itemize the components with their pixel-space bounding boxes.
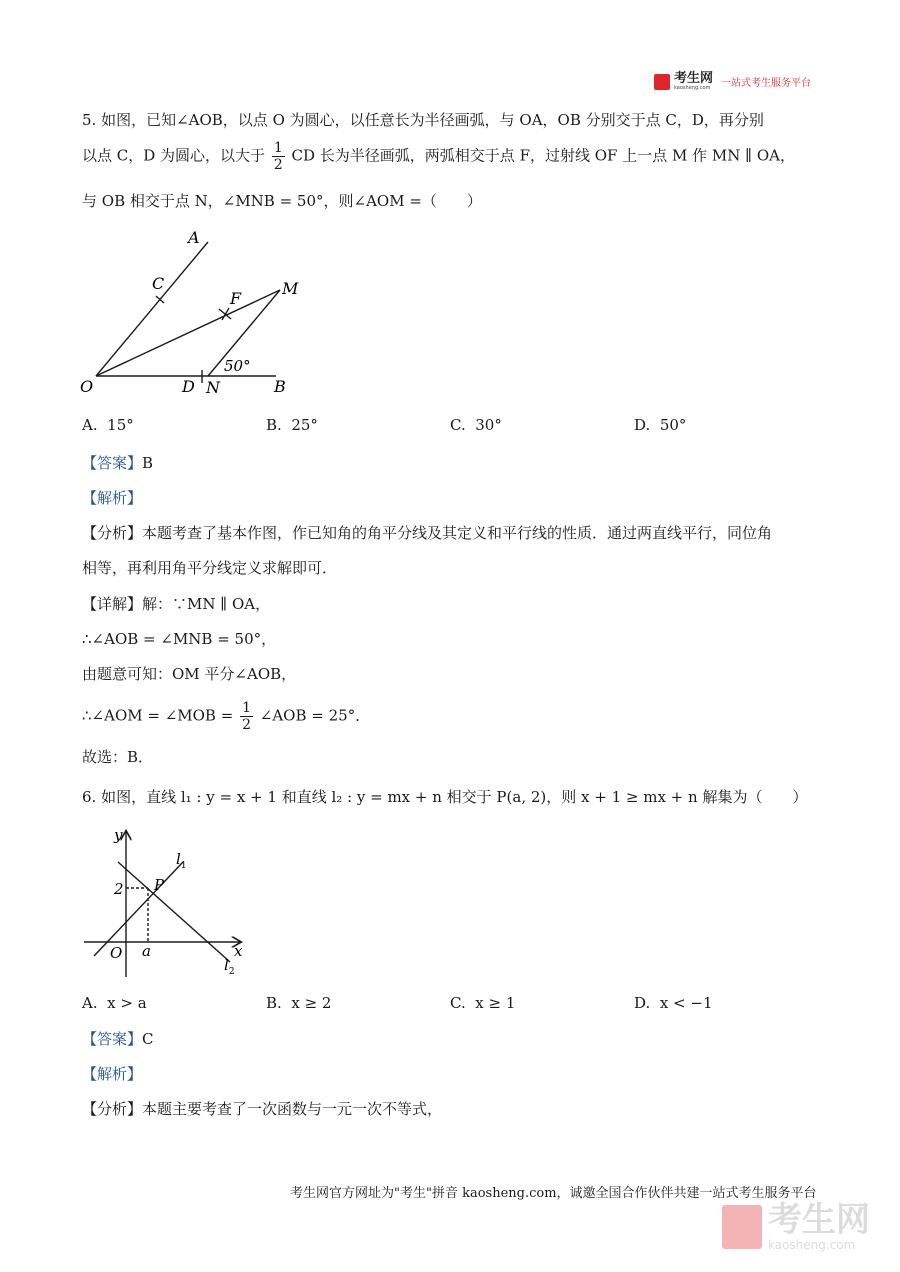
q5-stem-line1: 5. 如图，已知∠AOB，以点 O 为圆心，以任意长为半径画弧，与 OA，OB 分别交于点 C，D，再分别 bbox=[82, 111, 764, 129]
q5-stem-line2-post: CD 长为半径画弧，两弧相交于点 F，过射线 OF 上一点 M 作 MN ∥ OA， bbox=[291, 146, 795, 165]
q5-answer: 【答案】B bbox=[82, 454, 154, 472]
q5-option-a: A. 15° bbox=[82, 416, 134, 434]
label-a: a bbox=[142, 942, 151, 960]
footer-watermark bbox=[722, 1202, 870, 1252]
q5-fraction bbox=[272, 140, 285, 173]
label-C: C bbox=[152, 274, 165, 293]
q5-stem-line3: 与 OB 相交于点 N，∠MNB = 50°，则∠AOM =（ ） bbox=[82, 192, 482, 210]
label-B: B bbox=[274, 377, 286, 396]
q5-option-d: D. 50° bbox=[634, 416, 687, 434]
brand-block bbox=[674, 72, 713, 91]
brand-slogan: 一站式考生服务平台 bbox=[721, 78, 812, 89]
label-P: P bbox=[154, 876, 165, 894]
ray-OM bbox=[96, 290, 280, 376]
q6-analysis-heading: 【解析】 bbox=[82, 1065, 143, 1083]
q5-stem-line2-pre: 以点 C，D 为圆心，以大于 bbox=[82, 146, 266, 165]
label-origin: O bbox=[110, 944, 123, 962]
q6-option-c: C. x ≥ 1 bbox=[450, 994, 516, 1012]
q5-stem-line2 bbox=[82, 140, 795, 173]
label-l1: $l_1$ bbox=[176, 850, 187, 871]
q5-analysis-heading: 【解析】 bbox=[82, 489, 143, 507]
label-angle-50: 50° bbox=[224, 357, 251, 375]
brand-domain: kaosheng.com bbox=[674, 85, 711, 91]
ray-OA bbox=[96, 242, 208, 376]
q5-detail-fraction: $\frac{1}{2}$ bbox=[242, 700, 251, 733]
brand-name: 考生网 bbox=[674, 71, 714, 86]
q5-option-c: C. 30° bbox=[450, 416, 502, 434]
q6-figure bbox=[78, 822, 258, 982]
q6-answer: 【答案】C bbox=[82, 1030, 154, 1048]
q5-choose: 故选：B． bbox=[82, 748, 154, 766]
q5-detail-line4: ∴∠AOM = ∠MOB = $\frac{1}{2}$ ∠AOB = 25°． bbox=[82, 700, 371, 733]
label-O: O bbox=[80, 377, 94, 396]
q5-figure bbox=[76, 226, 316, 401]
watermark-text: 考生网 bbox=[768, 1200, 870, 1240]
watermark-logo-icon bbox=[722, 1205, 762, 1249]
label-N: N bbox=[206, 378, 220, 397]
watermark-domain: kaosheng.com bbox=[768, 1238, 856, 1252]
label-D: D bbox=[182, 377, 195, 396]
q5-option-b: B. 25° bbox=[266, 416, 318, 434]
label-y: y bbox=[114, 826, 123, 844]
label-2: 2 bbox=[114, 880, 124, 898]
q5-detail-line2: ∴∠AOB = ∠MNB = 50°， bbox=[82, 630, 277, 648]
q5-detail-line1: 【详解】解：∵MN ∥ OA， bbox=[82, 595, 271, 613]
brand-logo-icon bbox=[654, 74, 670, 90]
q6-option-b: B. x ≥ 2 bbox=[266, 994, 332, 1012]
q5-fenxi-line1: 【分析】本题考查了基本作图，作已知角的角平分线及其定义和平行线的性质．通过两直线平行，同位角 bbox=[82, 524, 773, 542]
footer-text: 考生网官方网址为"考生"拼音 kaosheng.com，诚邀全国合作伙伴共建一站式考生服务平台 bbox=[290, 1186, 817, 1201]
q6-option-d: D. x < −1 bbox=[634, 994, 713, 1012]
q5-fenxi-line2: 相等，再利用角平分线定义求解即可． bbox=[82, 559, 338, 577]
q5-fraction-den: 2 bbox=[273, 157, 283, 173]
label-F: F bbox=[230, 289, 242, 308]
q5-fraction-num: 1 bbox=[273, 140, 283, 156]
q6-stem: 6. 如图，直线 l₁ : y = x + 1 和直线 l₂ : y = mx + n 相交于 P(a, 2)，则 x + 1 ≥ mx + n 解集为（ ） bbox=[82, 788, 808, 806]
label-M: M bbox=[282, 279, 299, 298]
q5-detail-line3: 由题意可知：OM 平分∠AOB， bbox=[82, 665, 297, 683]
label-l2: $l_2$ bbox=[224, 956, 235, 977]
label-A: A bbox=[188, 228, 200, 247]
q6-fenxi-line1: 【分析】本题主要考查了一次函数与一元一次不等式， bbox=[82, 1100, 443, 1118]
label-x: x bbox=[234, 942, 243, 960]
q6-option-a: A. x > a bbox=[82, 994, 147, 1012]
header-brand bbox=[654, 72, 811, 91]
